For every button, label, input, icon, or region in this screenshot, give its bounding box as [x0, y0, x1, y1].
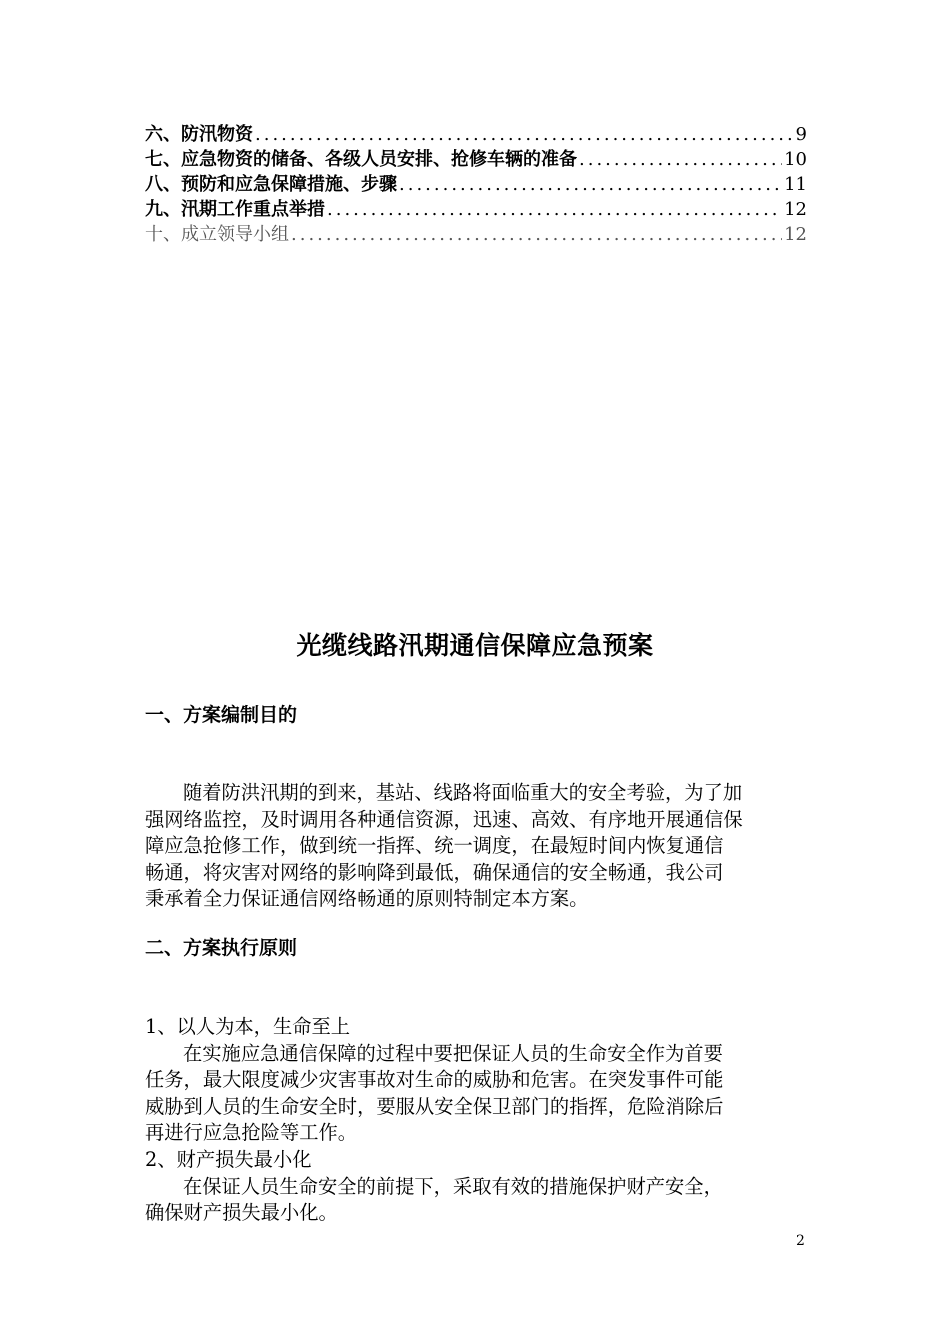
- document-title: 光缆线路汛期通信保障应急预案: [296, 631, 654, 660]
- list-item-title: 2、财产损失最小化: [145, 1147, 312, 1171]
- toc-entry-title: 九、汛期工作重点举措: [145, 199, 325, 220]
- toc-entry[interactable]: [145, 172, 807, 197]
- table-of-contents: [145, 122, 807, 247]
- toc-entry[interactable]: [145, 147, 807, 172]
- section-paragraph: [145, 780, 809, 913]
- paragraph-line: 强网络监控，及时调用各种通信资源，迅速、高效、有序地开展通信保: [145, 807, 743, 831]
- paragraph-line: 确保财产损失最小化。: [145, 1201, 338, 1225]
- toc-entry-title: 七、应急物资的储备、各级人员安排、抢修车辆的准备: [145, 149, 577, 170]
- toc-entry-page: 12: [784, 199, 807, 220]
- paragraph-line: 在实施应急通信保障的过程中要把保证人员的生命安全作为首要: [183, 1041, 723, 1065]
- toc-leader-dots: [579, 147, 782, 172]
- paragraph-line: 任务，最大限度减少灾害事故对生命的威胁和危害。在突发事件可能: [145, 1068, 724, 1092]
- section-heading: 一、方案编制目的: [145, 704, 298, 726]
- toc-entry[interactable]: [145, 197, 807, 222]
- paragraph-line: 再进行应急抢险等工作。: [145, 1121, 358, 1145]
- toc-entry-page: 10: [784, 149, 807, 170]
- toc-entry[interactable]: [145, 122, 807, 147]
- toc-entry[interactable]: [145, 222, 807, 247]
- paragraph-line: 威胁到人员的生命安全时，要服从安全保卫部门的指挥，危险消除后: [145, 1094, 724, 1118]
- paragraph-line: 秉承着全力保证通信网络畅通的原则特制定本方案。: [145, 887, 589, 911]
- toc-entry-page: 9: [795, 124, 807, 145]
- toc-entry-title: 八、预防和应急保障措施、步骤: [145, 174, 397, 195]
- page-number: 2: [796, 1233, 805, 1249]
- toc-entry-title: 六、防汛物资: [145, 124, 253, 145]
- paragraph-line: 在保证人员生命安全的前提下，采取有效的措施保护财产安全，: [183, 1174, 723, 1198]
- toc-leader-dots: [327, 197, 782, 222]
- section-paragraph: [145, 1014, 809, 1227]
- toc-leader-dots: [399, 172, 782, 197]
- toc-entry-title: 十、成立领导小组: [145, 224, 289, 245]
- paragraph-line: 畅通，将灾害对网络的影响降到最低，确保通信的安全畅通，我公司: [145, 860, 724, 884]
- toc-leader-dots: [255, 122, 794, 147]
- paragraph-line: 随着防洪汛期的到来，基站、线路将面临重大的安全考验，为了加: [183, 781, 743, 804]
- toc-entry-page: 11: [784, 174, 807, 195]
- paragraph-line: 障应急抢修工作，做到统一指挥、统一调度，在最短时间内恢复通信: [145, 834, 724, 858]
- toc-leader-dots: [291, 222, 782, 247]
- toc-entry-page: 12: [784, 224, 807, 245]
- list-item-title: 1、以人为本，生命至上: [145, 1015, 351, 1038]
- section-heading: 二、方案执行原则: [145, 937, 298, 959]
